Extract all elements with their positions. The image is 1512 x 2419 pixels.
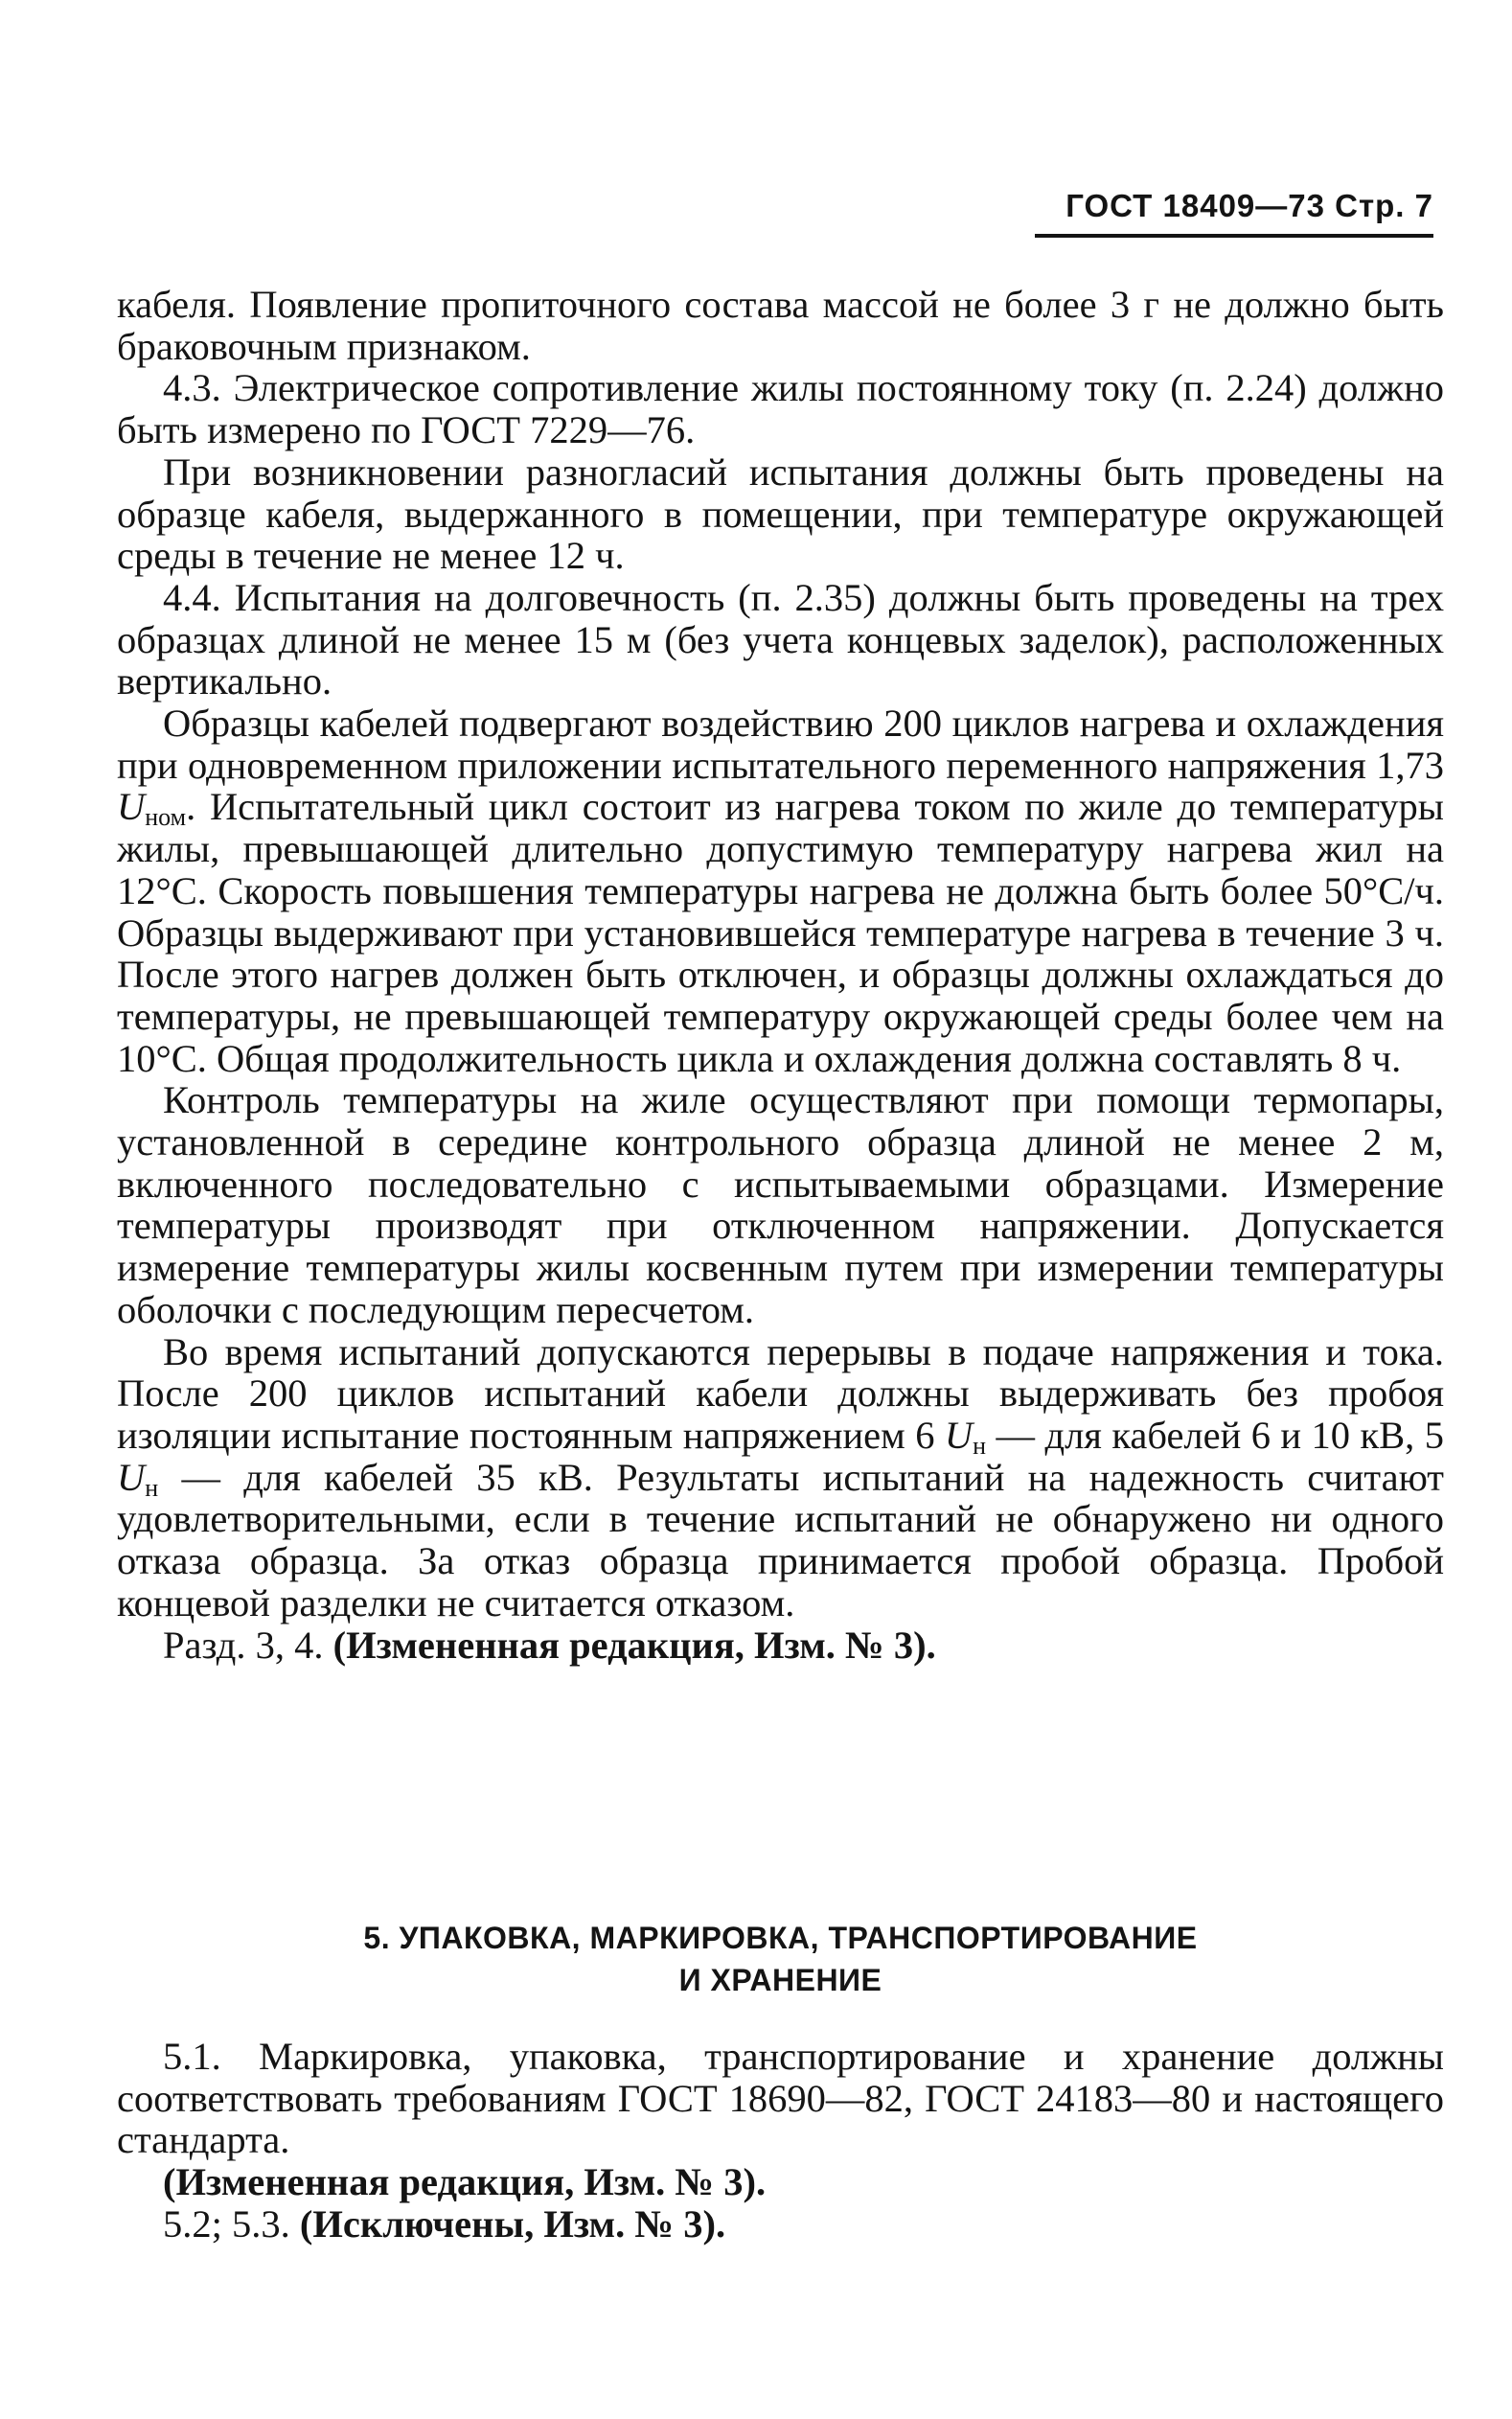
voltage-symbol: U bbox=[117, 785, 146, 829]
section-5-title bbox=[117, 1917, 1444, 2001]
text-segment: — для кабелей 6 и 10 кВ, 5 bbox=[986, 1413, 1444, 1457]
paragraph-amendment-note bbox=[117, 1624, 1444, 1667]
text-segment: Образцы кабелей подвергают воздействию 200 циклов нагрева и охлаждения при одновременном приложении испытательного переменного напряжения 1,73 bbox=[117, 702, 1444, 787]
section-5-text bbox=[117, 2036, 1444, 2246]
paragraph-5-1: 5.1. Маркировка, упаковка, транспортирование и хранение должны соответствовать требованиям ГОСТ 18690—82, ГОСТ 24183—80 и настоящего стандарта. bbox=[117, 2035, 1444, 2162]
paragraph-temperature-control: Контроль температуры на жиле осуществляют при помощи термопары, установленной в середине контрольного образца длиной не менее 2 м, включенного последовательно с испытываемыми образцами. Измерение температуры производят при отключенном напряжении. Допускается измерение температуры жилы косвенным путем при измерении температуры оболочки с последующим пересчетом. bbox=[117, 1078, 1444, 1331]
paragraph-4-3: 4.3. Электрическое сопротивление жилы постоянному току (п. 2.24) должно быть измерено по ГОСТ 7229—76. bbox=[117, 366, 1444, 452]
text-segment: Разд. 3, 4. bbox=[163, 1623, 333, 1667]
voltage-symbol: U bbox=[117, 1455, 146, 1499]
paragraph-disagreement: При возникновении разногласий испытания должны быть проведены на образце кабеля, выдержанного в помещении, при температуре окружающей среды в течение не менее 12 ч. bbox=[117, 449, 1444, 578]
paragraph-4-4: 4.4. Испытания на долговечность (п. 2.35) должны быть проведены на трех образцах длиной не менее 15 м (без учета концевых заделок), расположенных вертикально. bbox=[117, 575, 1444, 703]
voltage-subscript: ном bbox=[145, 803, 187, 832]
voltage-symbol: U bbox=[944, 1413, 974, 1457]
voltage-subscript: н bbox=[145, 1473, 159, 1502]
voltage-subscript: н bbox=[973, 1431, 987, 1460]
section-title-line: И ХРАНЕНИЕ bbox=[678, 1963, 882, 1997]
text-segment: Во время испытаний допускаются перерывы в подаче напряжения и тока. После 200 циклов испытаний кабели должны выдерживать без пробоя изоляции испытание постоянным напряжением 6 bbox=[117, 1329, 1444, 1457]
section-title-line: 5. УПАКОВКА, МАРКИРОВКА, ТРАНСПОРТИРОВАНИЕ bbox=[363, 1921, 1198, 1955]
amendment-note: (Исключены, Изм. № 3). bbox=[299, 2201, 726, 2246]
text-segment: . Испытательный цикл состоит из нагрева током по жиле до температуры жилы, превышающей длительно допустимую температуру нагрева жил на 12°С. Скорость повышения температуры нагрева не должна быть более 50°С/ч. Образцы выдерживают при установившейся температуре нагрева в течение 3 ч. После этого нагрев должен быть отключен, и образцы должны охлаждаться до температуры, не превышающей температуру окружающей среды более чем на 10°С. Общая продолжительность цикла и охлаждения должна составлять 8 ч. bbox=[117, 785, 1444, 1080]
text-segment: 5.2; 5.3. bbox=[163, 2201, 300, 2246]
paragraph-5-2-5-3 bbox=[117, 2203, 1444, 2246]
paragraph-continuation: кабеля. Появление пропиточного состава массой не более 3 г не должно быть браковочным признаком. bbox=[117, 283, 1444, 368]
paragraph-interruptions bbox=[117, 1331, 1444, 1624]
paragraph-cycles bbox=[117, 703, 1444, 1079]
page-header: ГОСТ 18409—73 Стр. 7 bbox=[1035, 188, 1433, 238]
amendment-note: (Измененная редакция, Изм. № 3). bbox=[163, 2160, 767, 2204]
text-segment: — для кабелей 35 кВ. Результаты испытаний на надежность считают удовлетворительными, если в течение испытаний не обнаружено ни одного отказа образца. За отказ образца принимается пробой образца. Пробой концевой разделки не считается отказом. bbox=[117, 1455, 1444, 1624]
amendment-note: (Измененная редакция, Изм. № 3). bbox=[332, 1623, 936, 1667]
main-text bbox=[117, 284, 1444, 1666]
